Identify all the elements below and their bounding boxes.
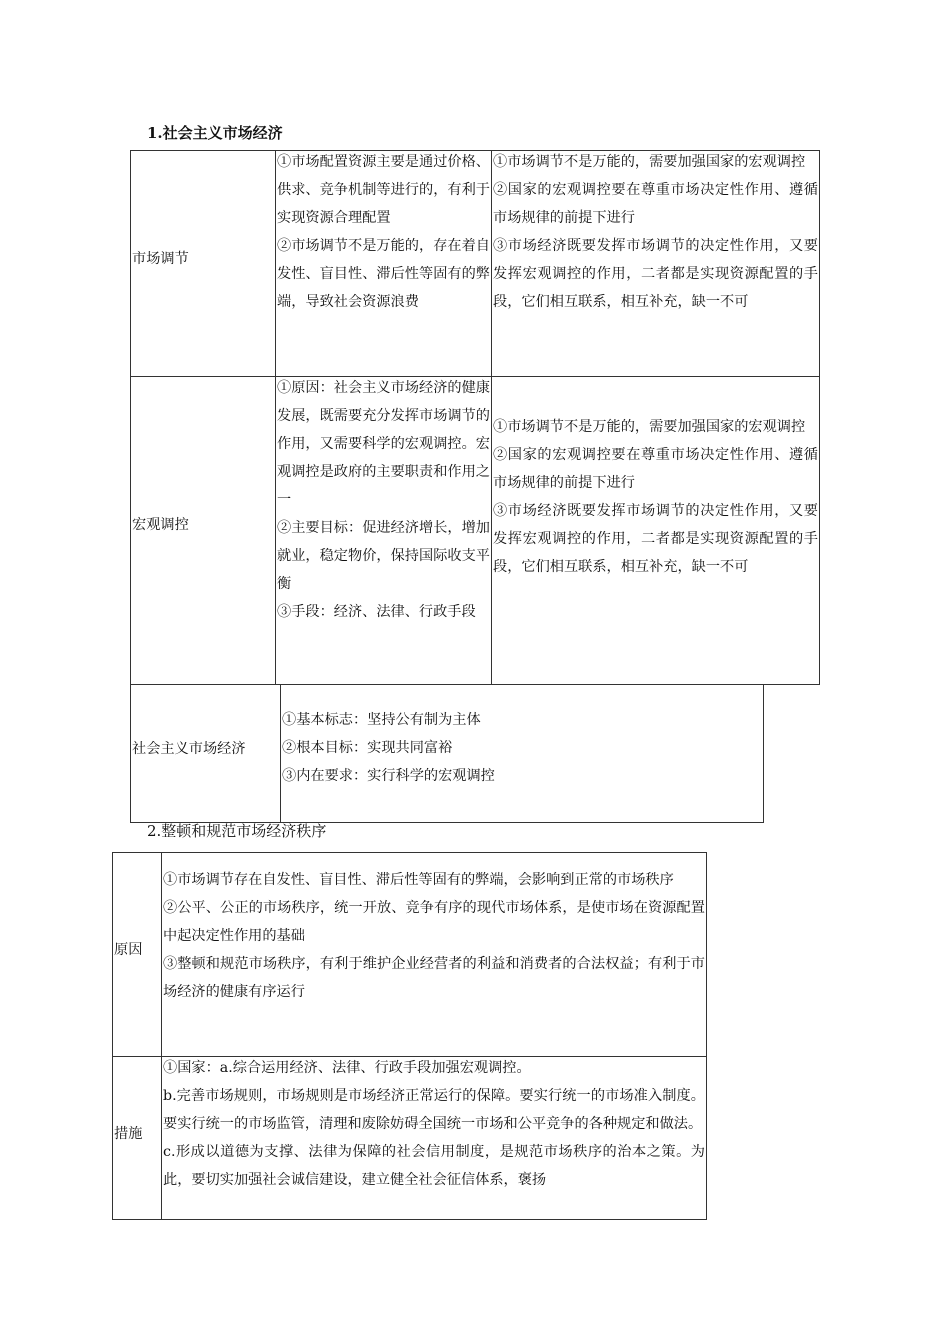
table1-row2-col3-item: ③市场经济既要发挥市场调节的决定性作用，又要发挥宏观调控的作用，二者都是实现资源配置的手段，它们相互联系，相互补充，缺一不可 [493, 503, 818, 575]
table1-row1-col2-item: ①市场配置资源主要是通过价格、供求、竞争机制等进行的，有利于实现资源合理配置 [277, 154, 490, 226]
table1-row1-col3 [493, 148, 818, 316]
table2-row1-content [163, 866, 705, 1006]
table1-row3-item: ①基本标志：坚持公有制为主体 [282, 712, 481, 728]
table1-row2-col3-item: ①市场调节不是万能的，需要加强国家的宏观调控 [493, 419, 806, 435]
table1-row3-item: ②根本目标：实现共同富裕 [282, 740, 453, 756]
table2-row2-label: 措施 [114, 1126, 143, 1142]
table1-row2-col2-item: ②主要目标：促进经济增长，增加就业，稳定物价，保持国际收支平衡 [277, 520, 490, 592]
table2-row1-item: ①市场调节存在自发性、盲目性、滞后性等固有的弊端，会影响到正常的市场秩序 [163, 872, 674, 888]
table2-row1-item: ③整顿和规范市场秩序，有利于维护企业经营者的利益和消费者的合法权益；有利于市场经济的健康有序运行 [163, 956, 705, 1000]
table1-row1-label: 市场调节 [132, 251, 189, 267]
table1-row1-col2-item: ②市场调节不是万能的，存在着自发性、盲目性、滞后性等固有的弊端，导致社会资源浪费 [277, 238, 490, 310]
table2-row2-item: ①国家：a.综合运用经济、法律、行政手段加强宏观调控。 [163, 1060, 531, 1076]
table1-row2-label: 宏观调控 [132, 517, 189, 533]
table2-row2-content [163, 1054, 705, 1218]
table1-row3-content [282, 706, 752, 790]
section1-title: 1.社会主义市场经济 [147, 124, 283, 142]
table1-row1-col3-item: ③市场经济既要发挥市场调节的决定性作用，又要发挥宏观调控的作用，二者都是实现资源配置的手段，它们相互联系，相互补充，缺一不可 [493, 238, 818, 310]
table1-row2-col2-item: ①原因：社会主义市场经济的健康发展，既需要充分发挥市场调节的作用，又需要科学的宏观调控。宏观调控是政府的主要职责和作用之一 [277, 380, 490, 508]
table1-row1-col3-item: ②国家的宏观调控要在尊重市场决定性作用、遵循市场规律的前提下进行 [493, 182, 818, 226]
table1-row2-col2 [277, 374, 490, 626]
table2-row1-item: ②公平、公正的市场秩序，统一开放、竞争有序的现代市场体系，是使市场在资源配置中起决定性作用的基础 [163, 900, 705, 944]
table2-row1-label: 原因 [114, 942, 143, 958]
table2-row2-item: c.形成以道德为支撑、法律为保障的社会信用制度，是规范市场秩序的治本之策。为此，要切实加强社会诚信建设，建立健全社会征信体系，褒扬 [163, 1144, 705, 1188]
table1-row1-col3-item: ①市场调节不是万能的，需要加强国家的宏观调控 [493, 154, 806, 170]
table1-row2-col3-item: ②国家的宏观调控要在尊重市场决定性作用、遵循市场规律的前提下进行 [493, 447, 818, 491]
table1-row2-col2-item: ③手段：经济、法律、行政手段 [277, 604, 476, 620]
table1-row2-col3 [493, 413, 818, 581]
table1-row3-label: 社会主义市场经济 [132, 741, 246, 757]
section2-title: 2.整顿和规范市场经济秩序 [147, 822, 327, 840]
table1-row1-col2 [277, 148, 490, 316]
table2-row2-item: b.完善市场规则，市场规则是市场经济正常运行的保障。要实行统一的市场准入制度。要实行统一的市场监管，清理和废除妨碍全国统一市场和公平竞争的各种规定和做法。 [163, 1088, 705, 1132]
table1-row3-item: ③内在要求：实行科学的宏观调控 [282, 768, 495, 784]
